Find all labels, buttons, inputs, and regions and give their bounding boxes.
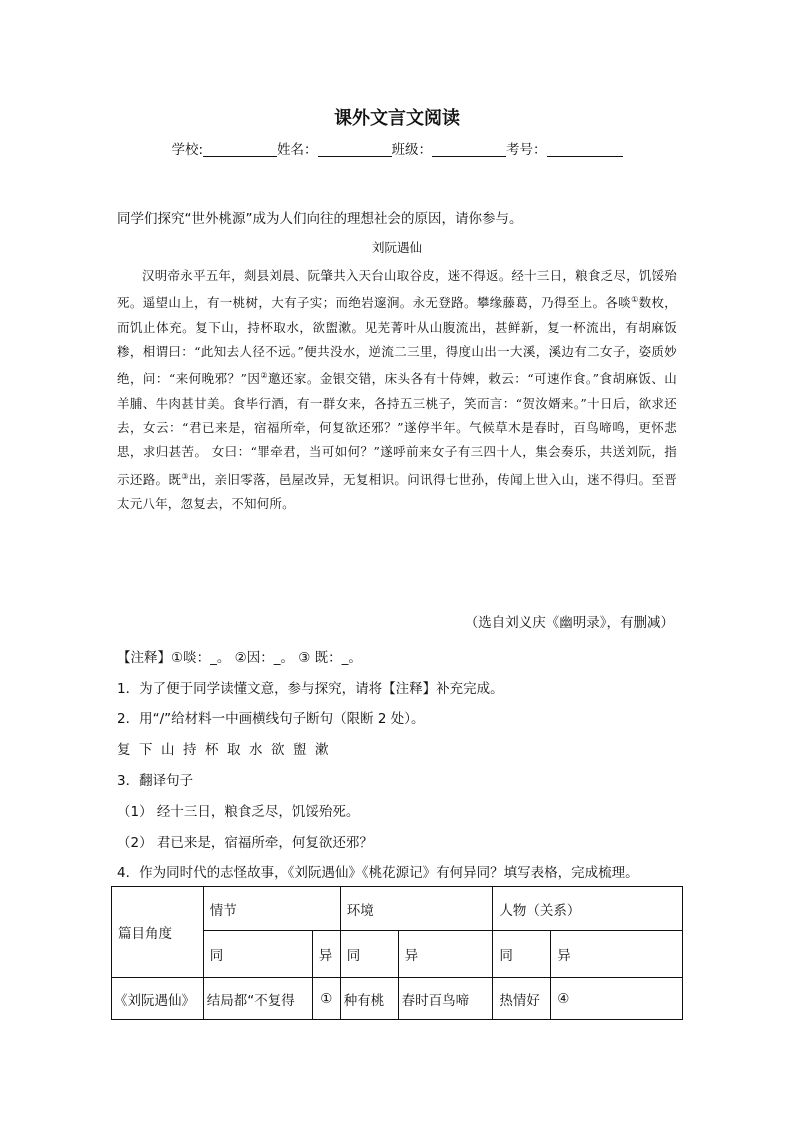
char-10: 漱 [315, 742, 329, 758]
table-row [112, 978, 683, 1020]
passage-part-2: 数枚，而饥止体充。复下山，持杯取水，欲盥漱。见芜菁叶从山腹流出，甚鲜新，复一杯流出，有胡麻饭糁，相谓曰：“此知去人径不远。”便共没水，逆流二三里，得度山出一大溪，溪边有二女子，姿质妙绝，问：“来何晚邪？”因 [117, 295, 677, 387]
number-blank[interactable] [547, 142, 623, 157]
row-title: 《刘阮遇仙》 [112, 978, 204, 1020]
plot-header: 情节 [203, 887, 340, 931]
plot-diff-header: 异 [312, 931, 340, 978]
plot-same-cell: 结局都“不复得 [203, 978, 312, 1020]
intro-text: 同学们探究“世外桃源”成为人们向往的理想社会的原因，请你参与。 [117, 211, 523, 227]
table-row [112, 887, 683, 931]
char-6: 取 [227, 742, 241, 758]
annotation-line: 【注释】①啖：_。 ②因：_。 ③ 既：_。 [117, 650, 362, 666]
char-diff-header: 异 [551, 931, 683, 978]
char-4: 持 [183, 742, 197, 758]
name-blank[interactable] [318, 142, 392, 157]
school-blank[interactable] [203, 142, 277, 157]
comparison-table [111, 886, 683, 1020]
name-label: 姓名： [277, 142, 318, 158]
school-label: 学校: [171, 142, 204, 158]
env-diff-header: 异 [398, 931, 493, 978]
env-same-cell: 种有桃 [340, 978, 398, 1020]
number-label: 考号： [506, 142, 547, 158]
char-same-header: 同 [493, 931, 551, 978]
question-3-item-1: （1） 经十三日，粮食乏尽，饥馁殆死。 [117, 804, 360, 820]
char-2: 下 [139, 742, 153, 758]
char-9: 盥 [293, 742, 307, 758]
classical-passage [117, 264, 677, 516]
source-citation: （选自刘义庆《幽明录》，有删减） [464, 615, 674, 631]
char-5: 杯 [205, 742, 219, 758]
note-marker-2: ② [260, 371, 268, 381]
note-marker-1: ① [631, 295, 639, 305]
question-3: 3．翻译句子 [117, 773, 194, 789]
question-1: 1．为了便于同学读懂文意，参与探究，请将【注释】补充完成。 [117, 681, 504, 697]
character-header: 人物（关系） [493, 887, 683, 931]
corner-header: 篇目角度 [112, 887, 204, 978]
plot-same-header: 同 [203, 931, 312, 978]
question-2-sentence[interactable] [117, 738, 337, 758]
char-8: 欲 [271, 742, 285, 758]
char-same-cell: 热情好 [493, 978, 551, 1020]
char-3: 山 [161, 742, 175, 758]
question-3-item-2: （2） 君已来是，宿福所牵，何复欲还邪？ [117, 835, 373, 851]
environment-header: 环境 [340, 887, 493, 931]
env-diff-cell: 春时百鸟啼 [398, 978, 493, 1020]
char-diff-cell[interactable]: ④ [551, 978, 683, 1020]
page-title: 课外文言文阅读 [334, 108, 460, 129]
student-info-line [0, 138, 794, 158]
char-7: 水 [249, 742, 263, 758]
question-4: 4．作为同时代的志怪故事，《刘阮遇仙》《桃花源记》有何异同？填写表格，完成梳理。 [117, 865, 639, 881]
passage-part-4: 出，亲旧零落，邑屋改异，无复相识。问讯得七世孙，传闻上世入山，迷不得归。至晋太元八年，忽复去，不知何所。 [117, 471, 677, 512]
class-label: 班级： [391, 142, 433, 158]
env-same-header: 同 [340, 931, 398, 978]
note-marker-3: ③ [181, 471, 189, 481]
passage-title: 刘阮遇仙 [371, 240, 422, 255]
char-1: 复 [117, 742, 131, 758]
plot-diff-cell[interactable]: ① [312, 978, 340, 1020]
class-blank[interactable] [432, 142, 506, 157]
question-2: 2．用“/”给材料一中画横线句子断句（限断 2 处）。 [117, 711, 425, 727]
passage-part-3: 邀还家。金银交错，床头各有十侍婢，敕云：“可速作食。”食胡麻饭、山羊脯、牛肉甚甘美。食毕行酒，有一群女来，各持五三桃子，笑而言：“贺汝婿来。”十日后，欲求还去，女云：“君已来是，宿福所牵，何复欲还邪？”遂停半年。气候草木是春时，百鸟啼鸣，更怀悲思，求归甚苦。 女曰：“罪牵君，当可如何？”遂呼前来女子有三四十人，集会奏乐，共送刘阮，指示还路。既 [117, 371, 677, 487]
passage-part-1: 汉明帝永平五年，剡县刘晨、阮肇共入天台山取谷皮，迷不得返。经十三日，粮食乏尽，饥馁殆死。遥望山上，有一桃树，大有子实；而绝岩邃涧。永无登路。攀缘藤葛，乃得至上。各啖 [117, 268, 677, 311]
